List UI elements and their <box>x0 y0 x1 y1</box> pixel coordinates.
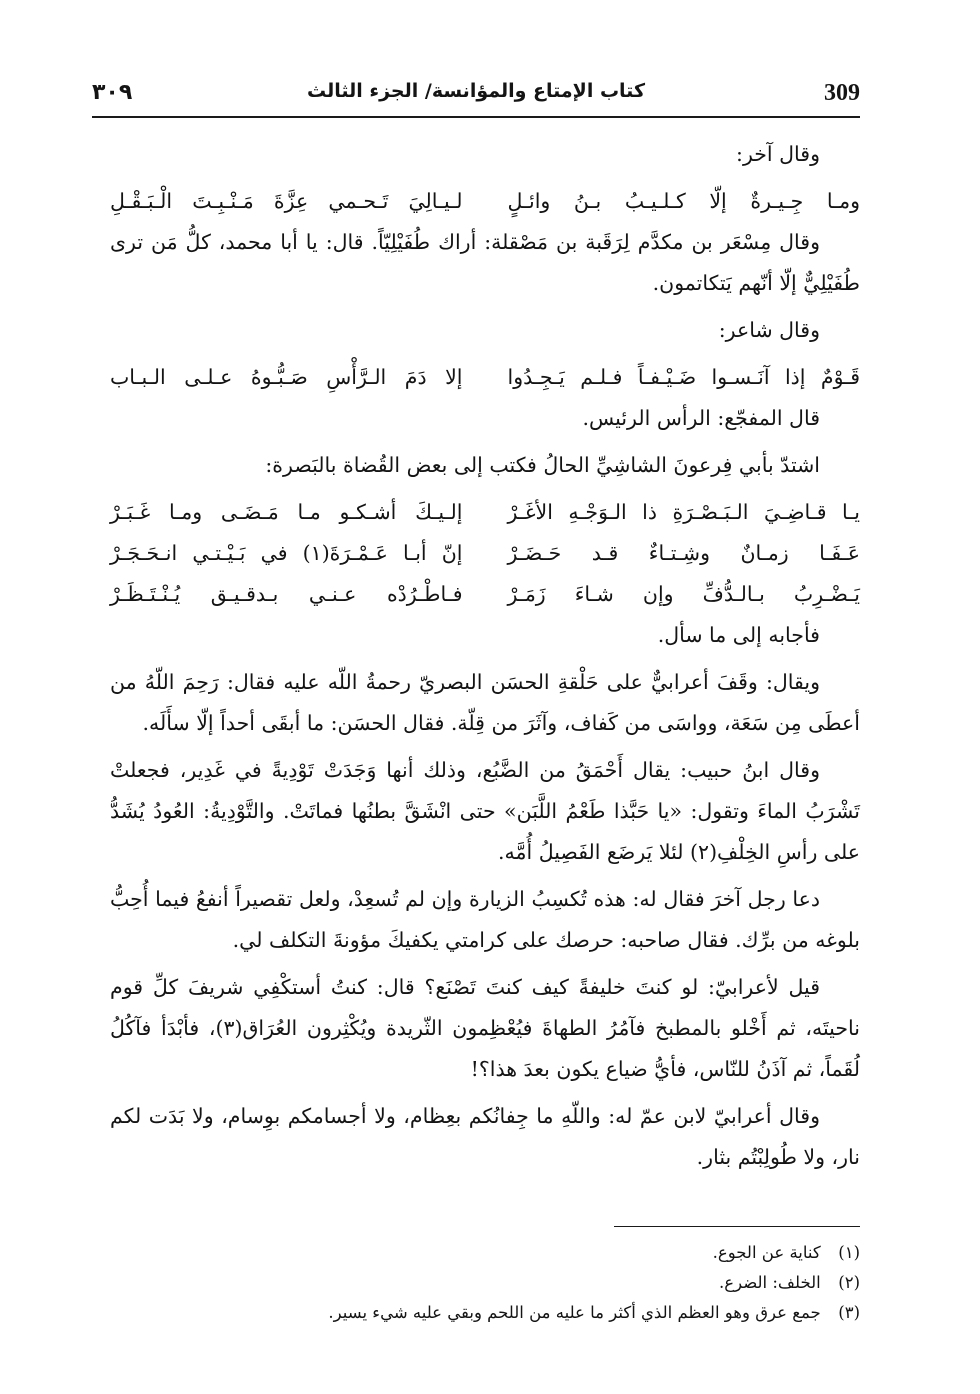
paragraph: وقال أعرابيّ لابن عمّ له: واللّهِ ما جِفانُكم بعِظام، ولا أجسامكم بوِسام، ولا بَدَت لكم نار، ولا طُولِبْتُم بثار. <box>110 1104 860 1169</box>
paragraph: قيل لأعرابيّ: لو كنتَ خليفةً كيف كنتَ تَصْنَع؟ قال: كنتُ أستكْفِي شريفَ كلِّ قوم ناحيتَه، ثم أَخْلو بالمطبخ فآمُرُ الطهاةَ فيُعْظِمون الثّريدة ويُكْثِرون العُرَاق(٣)، فأبْدَأ فآكُلُ لُقَماً، ثم آذَنُ للنّاس، فأيُّ ضياع يكون بعدَ هذا؟! <box>110 975 860 1081</box>
verse-second-hemistich: فـاطْـرُدْه عـنـي بـدقـيـق يُـنْـتَـظَـرْ <box>110 582 463 606</box>
footnote-divider <box>614 1226 860 1227</box>
footnote-text: جمع عرق وهو العظم الذي أكثر ما عليه من اللحم وبقي عليه شيء يسير. <box>328 1303 821 1322</box>
verse-first-hemistich: يـا قـاضِـيَ الـبَـصْـرَةِ ذا الـوَجْـهِ الأغَـرْ <box>507 500 860 524</box>
running-title: كتاب الإمتاع والمؤانسة/ الجزء الثالث <box>307 80 645 102</box>
verse-line <box>110 574 860 615</box>
paragraph: دعا رجل آخرَ فقال له: هذه تُكسِبُ الزيارة وإن لم تُسعِدْ، ولعل تقصيراً أنفعُ فيما أُحِبُّ بلوغه من برِّك. فقال صاحبه: حرصك على كرامتي يكفيكَ مؤونةَ التكلف لي. <box>110 887 860 952</box>
main-text <box>110 134 860 1184</box>
verse-first-hemistich: يَـضْـرِبُ بـالـدُّفِّ وإن شـاءَ زَمَـرْ <box>507 582 860 606</box>
verse-line <box>110 492 860 533</box>
footnote-mark: (٢) <box>838 1273 860 1292</box>
verse-second-hemistich: إلـيـكَ أشـكـو مـا مَـضَـى ومـا غَـبَـرْ <box>110 500 463 524</box>
footnotes <box>110 1238 860 1328</box>
paragraph: قال المفجّع: الرأس الرئيس. <box>582 406 820 430</box>
header-divider <box>92 116 860 118</box>
paragraph: ويقال: وقَفَ أعرابيٌّ على حَلْقةِ الحسَن البصريّ رحمةُ اللّه عليه فقال: رَحِمَ اللّهُ من أعطَى مِن سَعَة، وواسَى من كَفاف، وآثَرَ من قِلّة. فقال الحسَن: ما أبقَى أحداً إلّا سأَلَه. <box>110 670 860 735</box>
paragraph: وقال ابنُ حبيب: يقال أَحْمَقُ من الضَّبُع، وذلك أنها وَجَدَتْ تَوْدِيةً في غَدِير، فجعلتْ تَشْرَبُ الماءَ وتقول: «يا حَبَّذا طَعْمُ اللَّبَن» حتى انْشَقَّ بطنُها فماتَتْ. والتَّوْدِيةُ: العُودُ يُشَدُّ على رأسِ الخِلْفِ(٢) لئلا يَرضَع الفَصِيلُ أُمَّه. <box>110 758 860 864</box>
verse-first-hemistich: ومـا جِـيـرةٌ إلّا كـلـيـبُ بـنُ وائـلٍ <box>507 189 860 213</box>
verse-second-hemistich: لـيـالِيَ تَـحـمي عِزَّةَ مَـنْـبِـتَ الْـبَـقْـلِ <box>110 189 463 213</box>
footnote-mark: (١) <box>838 1243 860 1262</box>
footnote <box>110 1298 860 1328</box>
verse-first-hemistich: قَـوْمٌ إذا آنَـسـوا ضَـيْـفـاً فـلـم يَـجِـدُوا <box>507 365 860 389</box>
verse-first-hemistich: عَـفَـا زمـانٌ وشِـتـاءٌ قـد حَـضَـرْ <box>507 541 860 565</box>
verse-line <box>110 357 860 398</box>
footnote-mark: (٣) <box>838 1303 860 1322</box>
footnote <box>110 1268 860 1298</box>
verse-second-hemistich: إنّ أبـا عَـمْـرَةَ(١) في بَـيْـتـي انـحَـجَـرْ <box>110 541 463 565</box>
footnote <box>110 1238 860 1268</box>
paragraph: فأجابه إلى ما سأل. <box>657 623 820 647</box>
verse-line <box>110 181 860 222</box>
paragraph: اشتدّ بأبي فِرعونَ الشاشِيِّ الحالُ فكتب إلى بعض القُضاة بالبَصرة: <box>265 453 820 477</box>
verse-line <box>110 533 860 574</box>
paragraph: وقال مِسْعَر بن مكدَّم لِرَقَبة بن مَصْقلة: أراك طُفَيْلِيّاً. قال: يا أبا محمد، كلُّ مَن ترى طُفَيْلِيٌّ إلّا أنّهم يَتكاتمون. <box>110 230 860 295</box>
paragraph: وقال آخر: <box>736 142 820 166</box>
page-number-arabic: ٣٠٩ <box>92 80 133 105</box>
footnote-text: كناية عن الجوع. <box>712 1243 821 1262</box>
page-header <box>92 78 860 112</box>
footnote-text: الخلف: الضرع. <box>719 1273 821 1292</box>
paragraph: وقال شاعر: <box>718 318 820 342</box>
verse-second-hemistich: إلا دَمَ الـرَّأْسِ صَـبُّـوهُ عـلـى الـبـاب <box>110 365 463 389</box>
page-number-latin: 309 <box>824 80 860 106</box>
